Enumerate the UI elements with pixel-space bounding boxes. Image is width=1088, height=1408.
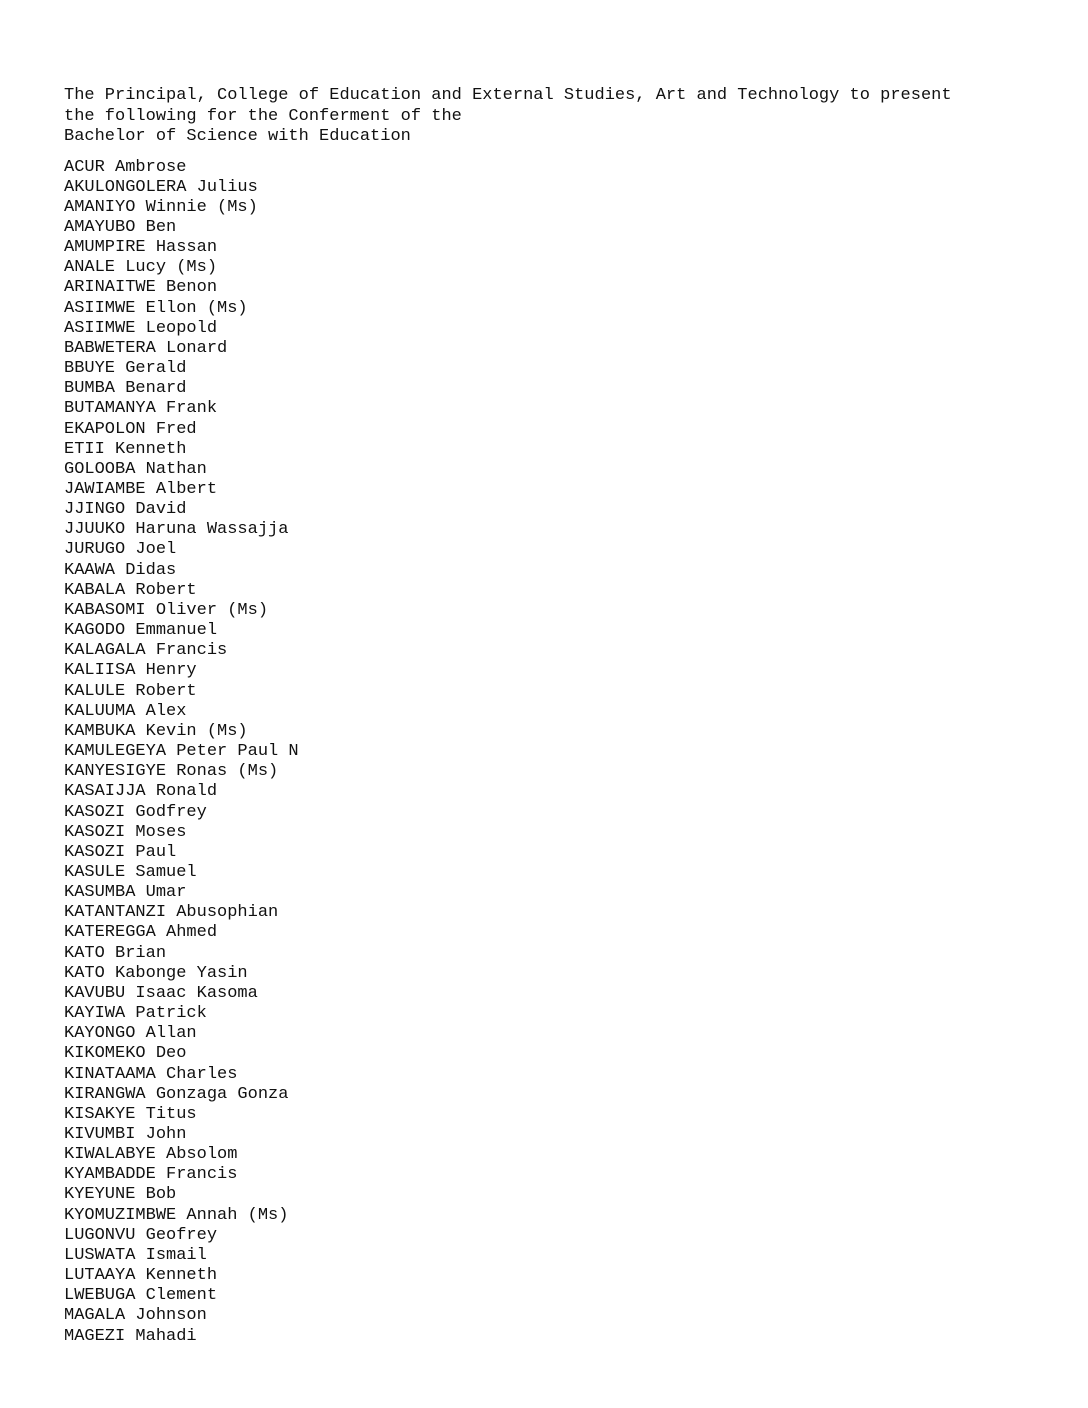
graduate-name: JURUGO Joel	[64, 540, 177, 560]
graduate-name: EKAPOLON Fred	[64, 419, 197, 439]
graduate-name: KALULE Robert	[64, 681, 197, 701]
graduate-name: KABASOMI Oliver (Ms)	[64, 600, 269, 620]
header-line-1: The Principal, College of Education and External Studies, Art and Technology to present	[64, 86, 952, 105]
graduate-name: KASULE Samuel	[64, 862, 197, 882]
graduate-name: KASUMBA Umar	[64, 883, 187, 903]
graduate-name: KASOZI Moses	[64, 822, 187, 842]
graduate-name: BUMBA Benard	[64, 379, 187, 399]
graduate-name-list	[64, 158, 1024, 1347]
graduate-name: KAAWA Didas	[64, 560, 177, 580]
graduate-name: KYEYUNE Bob	[64, 1185, 177, 1205]
graduate-name: KAYIWA Patrick	[64, 1004, 207, 1024]
graduate-name: ANALE Lucy (Ms)	[64, 258, 218, 278]
graduate-name: KIKOMEKO Deo	[64, 1044, 187, 1064]
graduate-name: KIVUMBI John	[64, 1125, 187, 1144]
graduate-name: KYAMBADDE Francis	[64, 1165, 238, 1185]
graduate-name: LUTAAYA Kenneth	[64, 1266, 218, 1286]
graduate-name: JJUUKO Haruna Wassajja	[64, 520, 289, 540]
graduate-name: KATANTANZI Abusophian	[64, 903, 279, 923]
graduate-name: KYOMUZIMBWE Annah (Ms)	[64, 1205, 289, 1225]
graduate-name: LWEBUGA Clement	[64, 1286, 218, 1306]
graduate-name: KABALA Robert	[64, 580, 197, 600]
graduate-name: AKULONGOLERA Julius	[64, 177, 258, 197]
graduate-name: KATO Brian	[64, 943, 167, 963]
graduate-name: MAGEZI Mahadi	[64, 1326, 197, 1346]
graduate-name: KIWALABYE Absolom	[64, 1145, 238, 1165]
graduate-name: JJINGO David	[64, 500, 187, 520]
graduate-name: BUTAMANYA Frank	[64, 399, 218, 419]
graduate-name: KATO Kabonge Yasin	[64, 963, 248, 983]
graduate-name: KAMBUKA Kevin (Ms)	[64, 721, 248, 741]
graduate-name: KALIISA Henry	[64, 661, 197, 681]
graduate-name: ACUR Ambrose	[64, 157, 187, 177]
graduate-name: KASAIJJA Ronald	[64, 782, 218, 802]
graduate-name: GOLOOBA Nathan	[64, 459, 207, 479]
graduate-name: KAYONGO Allan	[64, 1024, 197, 1044]
graduate-name: LUGONVU Geofrey	[64, 1225, 218, 1245]
graduate-name: ASIIMWE Ellon (Ms)	[64, 298, 248, 318]
header-line-2: the following for the Conferment of the	[64, 106, 462, 126]
graduate-name: LUSWATA Ismail	[64, 1245, 207, 1265]
graduate-name: KISAKYE Titus	[64, 1104, 197, 1124]
graduate-name: KASOZI Godfrey	[64, 802, 207, 822]
graduate-name: AMANIYO Winnie (Ms)	[64, 197, 258, 217]
graduate-name: BBUYE Gerald	[64, 359, 187, 379]
degree-title: Bachelor of Science with Education	[64, 127, 411, 146]
graduate-name: JAWIAMBE Albert	[64, 480, 218, 499]
graduate-name: KAGODO Emmanuel	[64, 621, 218, 641]
graduate-name: KAMULEGEYA Peter Paul N	[64, 742, 299, 762]
graduate-name: KIRANGWA Gonzaga Gonza	[64, 1084, 289, 1104]
document-body	[64, 86, 1024, 1347]
graduate-name: KANYESIGYE Ronas (Ms)	[64, 762, 279, 782]
graduate-name: AMUMPIRE Hassan	[64, 238, 218, 258]
graduate-name: KASOZI Paul	[64, 842, 177, 862]
graduate-name: MAGALA Johnson	[64, 1306, 207, 1326]
graduate-name: BABWETERA Lonard	[64, 338, 228, 358]
graduate-name: ARINAITWE Benon	[64, 278, 218, 298]
graduate-name: ETII Kenneth	[64, 439, 187, 459]
graduate-name: KALUUMA Alex	[64, 701, 187, 721]
graduate-name: KINATAAMA Charles	[64, 1064, 238, 1084]
graduate-name: ASIIMWE Leopold	[64, 318, 218, 338]
graduate-name: KAVUBU Isaac Kasoma	[64, 983, 258, 1003]
graduate-name: KALAGALA Francis	[64, 641, 228, 661]
graduate-name: AMAYUBO Ben	[64, 217, 177, 237]
graduate-name: KATEREGGA Ahmed	[64, 923, 218, 943]
